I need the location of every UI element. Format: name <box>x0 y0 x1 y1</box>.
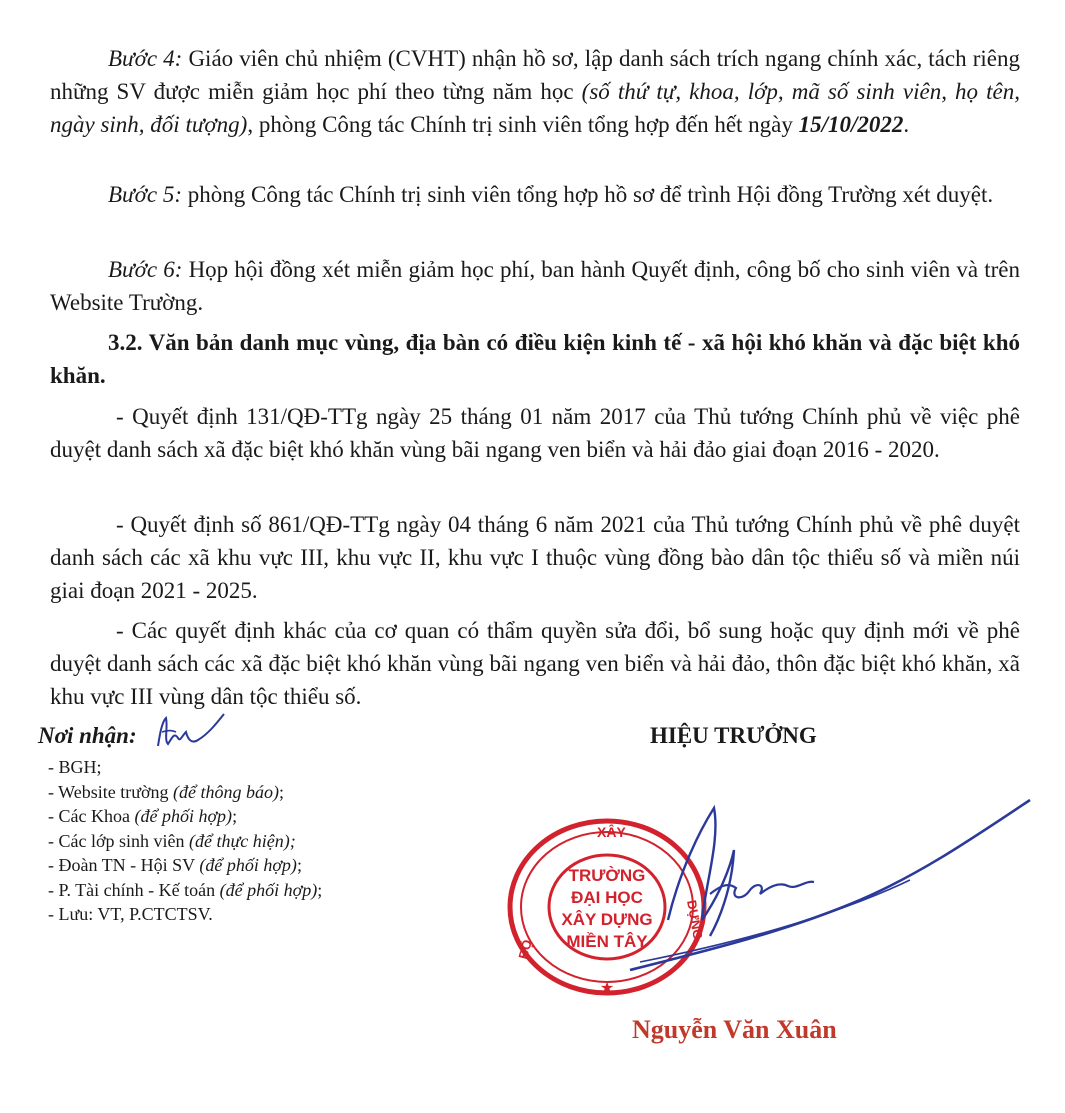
initials-scribble <box>150 708 230 753</box>
recipient-item <box>48 755 458 780</box>
step-6-paragraph <box>50 253 1020 319</box>
seal-text: ĐẠI HỌC <box>571 888 643 907</box>
recipients-heading: Nơi nhận: <box>38 723 137 748</box>
seal-text: TRƯỜNG <box>568 866 646 885</box>
recipient-text: - Các lớp sinh viên <box>48 830 189 851</box>
recipient-note: (để phối hợp) <box>199 855 297 875</box>
step-text: (số thứ tự, khoa, lớp, mã số sinh viên, họ tên, ngày sinh, đối tượng) <box>50 79 1020 137</box>
recipient-item <box>48 902 458 927</box>
seal-text: MIỀN TÂY <box>566 932 648 951</box>
recipient-item <box>48 804 458 829</box>
svg-text:XÂY: XÂY <box>597 824 626 840</box>
decision-131-paragraph: - Quyết định 131/QĐ-TTg ngày 25 tháng 01 năm 2017 của Thủ tướng Chính phủ về việc phê duyệt danh sách xã đặc biệt khó khăn vùng bãi ngang ven biển và hải đảo giai đoạn 2016 - 2020. <box>50 404 1020 462</box>
svg-text:★: ★ <box>599 980 615 997</box>
other-decisions-paragraph: - Các quyết định khác của cơ quan có thẩm quyền sửa đổi, bổ sung hoặc quy định mới về phê duyệt danh sách các xã đặc biệt khó khăn vùng bãi ngang ven biển và hải đảo, thôn đặc biệt khó khăn, xã khu vực III vùng dân tộc thiểu số. <box>50 618 1020 709</box>
recipient-end: ; <box>232 806 238 826</box>
step-4-paragraph <box>50 42 1020 141</box>
step-text: , phòng Công tác Chính trị sinh viên tổng hợp đến hết ngày <box>247 112 799 137</box>
seal-text: XÂY DỰNG <box>561 910 653 929</box>
step-label: Bước 6: <box>108 257 183 282</box>
step-text: phòng Công tác Chính trị sinh viên tổng hợp hồ sơ để trình Hội đồng Trường xét duyệt. <box>182 182 994 207</box>
recipient-text: - Đoàn TN - Hội SV <box>48 855 200 875</box>
recipient-text: - BGH; <box>48 757 102 777</box>
step-label: Bước 5: <box>108 182 182 207</box>
step-text: Giáo viên chủ nhiệm (CVHT) nhận hồ sơ, lập danh sách trích ngang chính xác, tách riêng những SV được miễn giảm học phí theo từng năm học <box>50 46 1020 104</box>
svg-text:DỰNG: DỰNG <box>684 898 706 941</box>
recipient-text: - P. Tài chính - Kế toán <box>48 879 220 900</box>
step-text: . <box>903 112 910 137</box>
recipient-note: (để thực hiện); <box>189 830 296 851</box>
step-label: Bước 4: <box>108 46 183 71</box>
recipient-item <box>48 829 458 854</box>
section-3-2-heading: 3.2. Văn bản danh mục vùng, địa bàn có điều kiện kinh tế - xã hội khó khăn và đặc biệt khó khăn. <box>50 330 1020 388</box>
recipients-list <box>48 755 458 927</box>
signatory-name: Nguyễn Văn Xuân <box>632 1015 837 1044</box>
step-text: Họp hội đồng xét miễn giảm học phí, ban hành Quyết định, công bố cho sinh viên và trên Website Trường. <box>50 257 1020 315</box>
recipient-note: (để phối hợp) <box>219 879 318 900</box>
recipient-end: ; <box>317 879 323 900</box>
recipient-end: ; <box>278 781 284 802</box>
recipient-item <box>48 878 458 903</box>
recipient-note: (để phối hợp) <box>134 806 233 826</box>
recipient-note: (để thông báo) <box>172 781 279 802</box>
recipient-item <box>48 853 458 878</box>
decision-861-paragraph: - Quyết định số 861/QĐ-TTg ngày 04 tháng 6 năm 2021 của Thủ tướng Chính phủ về phê duyệt danh sách các xã khu vực III, khu vực II, khu vực I thuộc vùng đồng bào dân tộc thiểu số và miền núi giai đoạn 2021 - 2025. <box>50 512 1020 603</box>
signature-title: HIỆU TRƯỞNG <box>650 723 817 748</box>
svg-text:BỘ: BỘ <box>515 938 535 961</box>
recipient-text: - Các Khoa <box>48 806 135 826</box>
recipient-end: ; <box>296 855 302 875</box>
recipient-text: - Lưu: VT, P.CTCTSV. <box>48 904 213 924</box>
recipient-item <box>48 780 458 805</box>
principal-signature <box>610 790 1040 990</box>
step-text: 15/10/2022 <box>798 112 904 137</box>
step-5-paragraph <box>50 178 1020 211</box>
recipient-text: - Website trường <box>48 781 173 802</box>
recipients-block <box>38 719 458 927</box>
